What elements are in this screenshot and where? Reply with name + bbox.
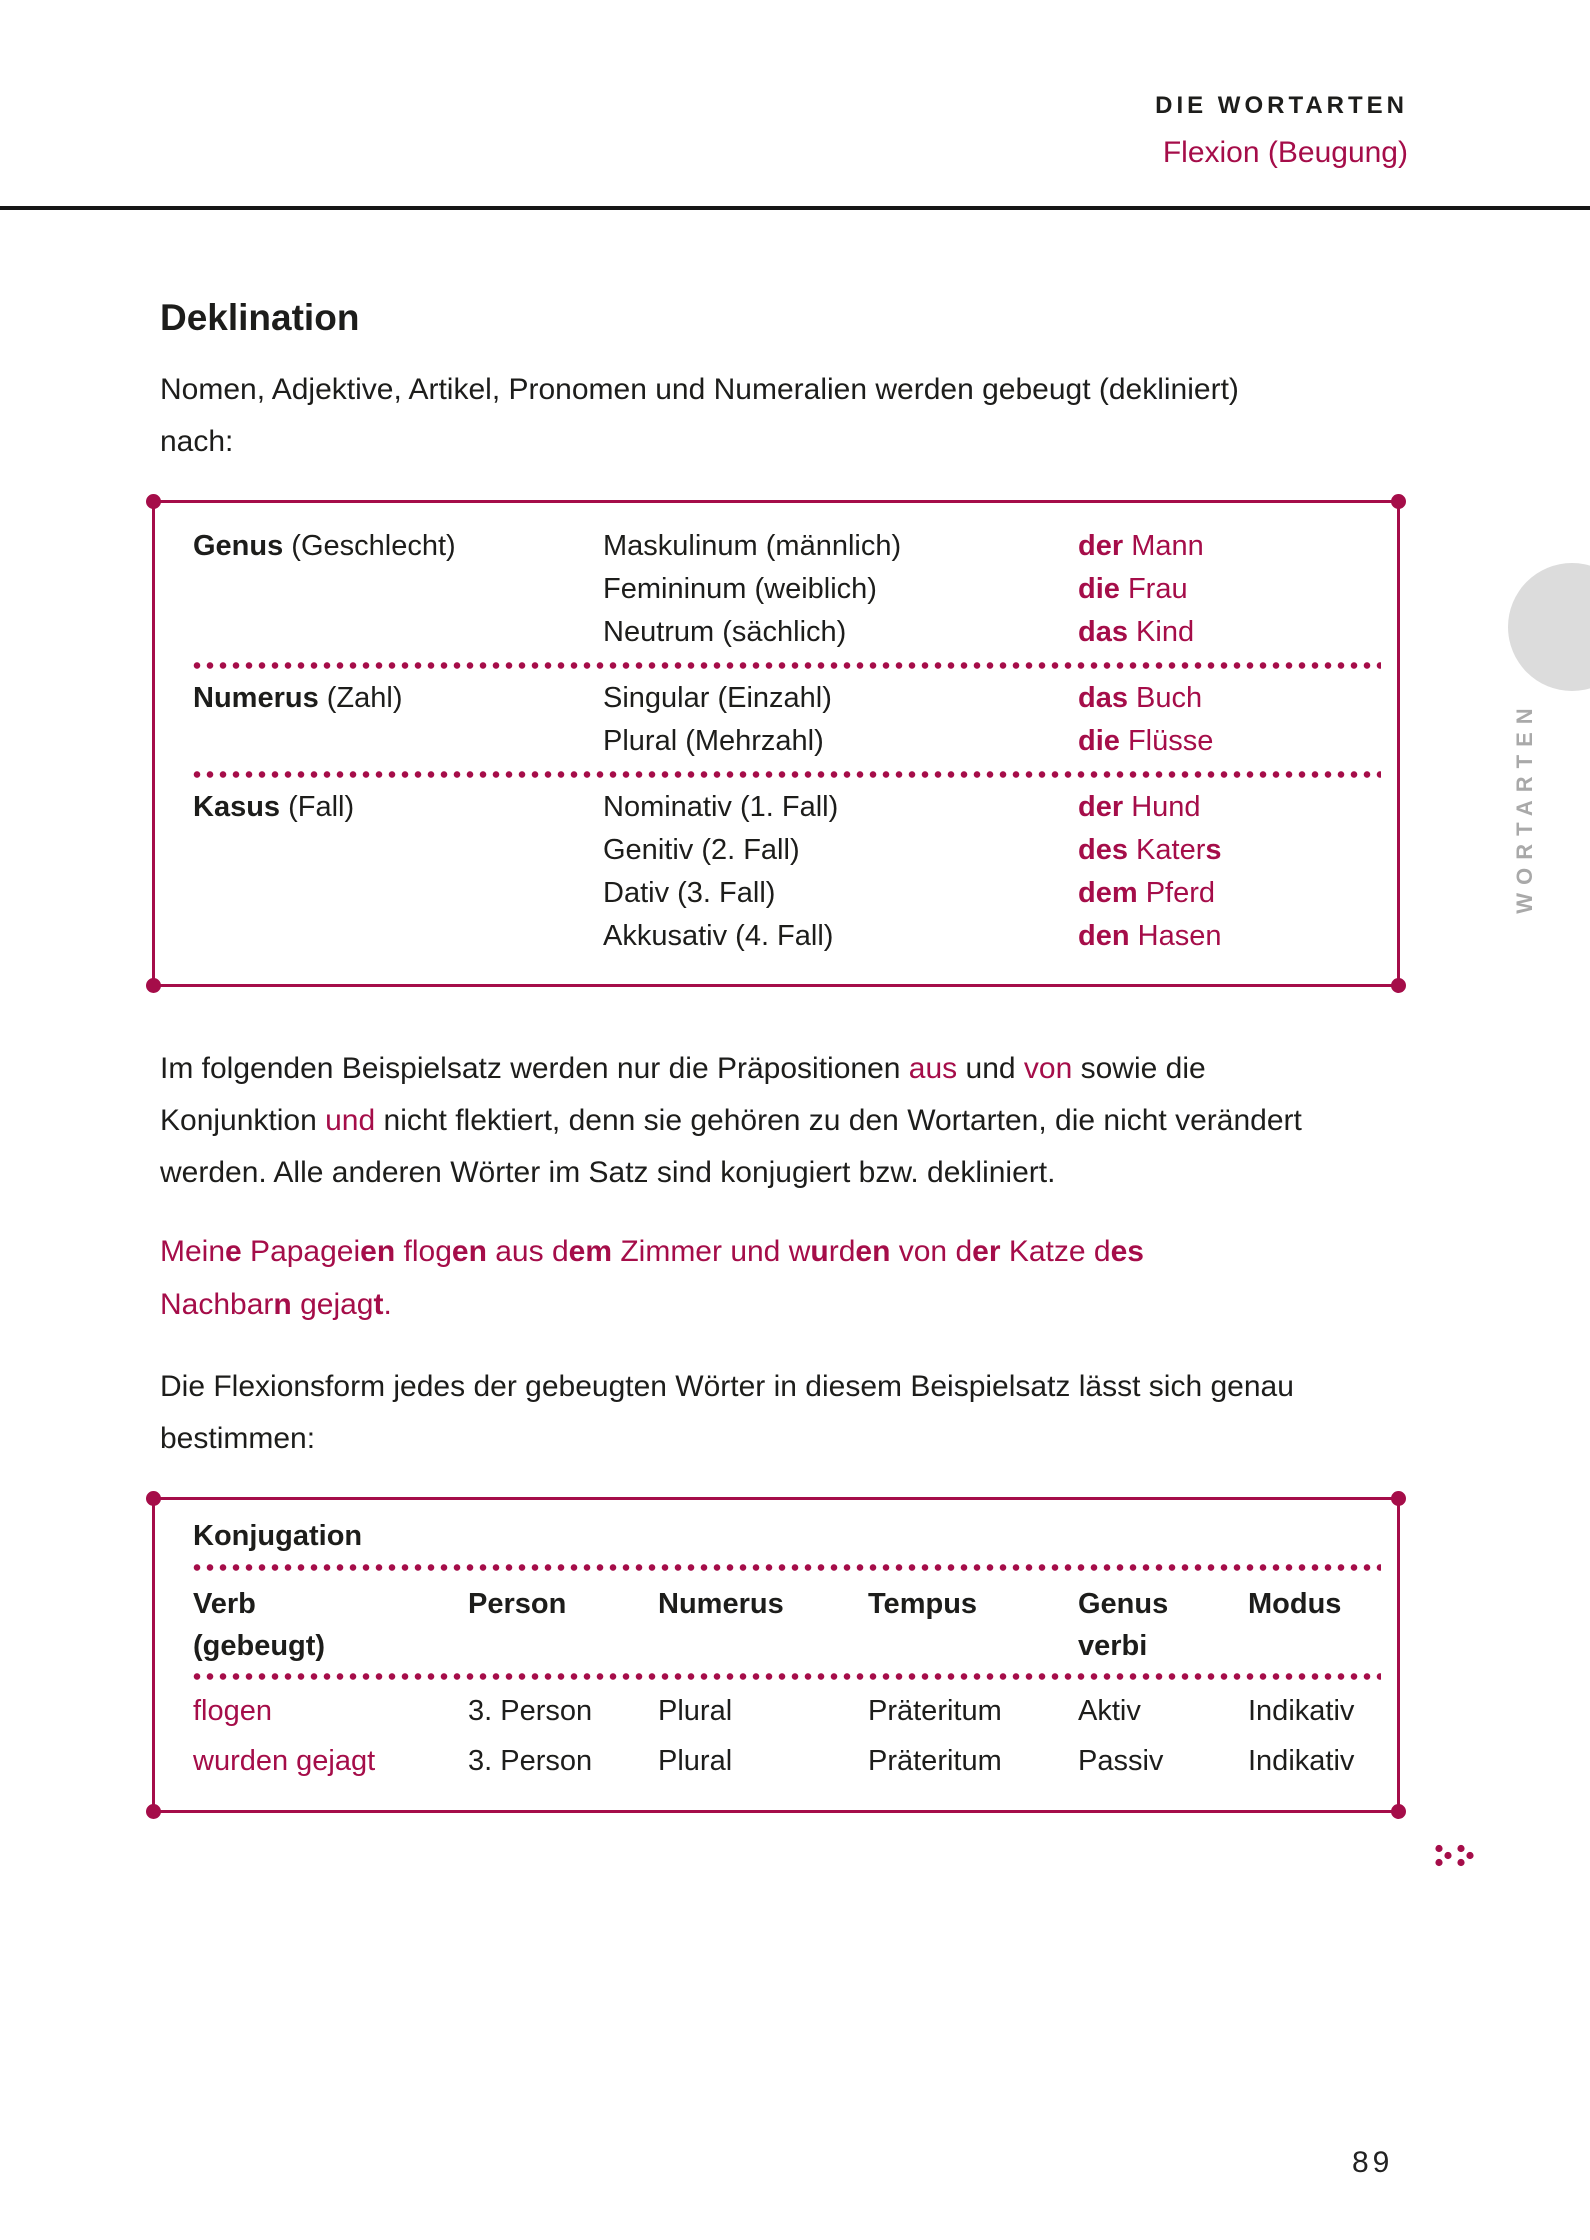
column-header: Numerus [658,1588,784,1620]
dotted-separator [193,1564,1381,1571]
conjugation-box [152,1497,1400,1813]
example-cell: das Kind [1078,616,1195,648]
form-cell: Maskulinum (männlich) [603,530,902,562]
form-cell: Neutrum (sächlich) [603,616,847,648]
form-cell: Singular (Einzahl) [603,682,832,714]
form-cell: Plural (Mehrzahl) [603,725,824,757]
intro-paragraph: Nomen, Adjektive, Artikel, Pronomen und Numeralien werden gebeugt (dekliniert) nach: [160,373,1239,458]
example-cell: des Katers [1078,834,1222,866]
corner-dot-icon [1391,978,1406,993]
conjugation-table-title: Konjugation [193,1520,363,1552]
example-cell: die Frau [1078,573,1188,605]
value-cell: Aktiv [1078,1695,1141,1727]
verb-cell: flogen [193,1695,273,1727]
category-cell [193,611,603,654]
form-cell: Dativ (3. Fall) [603,877,776,909]
conjugation-table [193,1577,1397,1786]
example-cell: das Buch [1078,682,1203,714]
page-title: Deklination [160,297,360,338]
declension-box [152,500,1400,987]
continuation-icon [1434,1844,1478,1867]
column-header: Person [468,1588,567,1620]
header-rule [0,206,1590,210]
category-cell: Numerus (Zahl) [193,682,403,714]
category-cell [193,720,603,763]
dotted-separator [193,662,1381,669]
chapter-tab-label: WORTARTEN [1512,700,1537,914]
corner-dot-icon [1391,1804,1406,1819]
category-cell: Genus (Geschlecht) [193,530,456,562]
column-header: Tempus [868,1588,978,1620]
declension-table [193,525,1397,958]
dotted-separator [193,1673,1381,1680]
corner-dot-icon [146,978,161,993]
page-number: 89 [1352,2146,1394,2179]
corner-dot-icon [1391,1491,1406,1506]
value-cell: 3. Person [468,1745,593,1777]
corner-dot-icon [1391,494,1406,509]
value-cell: Präteritum [868,1745,1002,1777]
value-cell: Indikativ [1248,1745,1355,1777]
value-cell: Plural [658,1745,733,1777]
column-header: Genus verbi [1078,1588,1169,1662]
value-cell: 3. Person [468,1695,593,1727]
category-cell [193,568,603,611]
value-cell: Passiv [1078,1745,1164,1777]
corner-dot-icon [146,1491,161,1506]
category-cell [193,915,603,958]
example-cell: der Mann [1078,530,1204,562]
category-cell: Kasus (Fall) [193,791,355,823]
column-header: Modus [1248,1588,1342,1620]
value-cell: Präteritum [868,1695,1002,1727]
corner-dot-icon [146,494,161,509]
page-header [1155,92,1408,170]
explanation-paragraph: Im folgenden Beispielsatz werden nur die Präpositionen aus und von sowie die Konjunktion und nicht flektiert, denn sie gehören zu den Wortarten, die nicht verändert werden. Alle anderen Wörter im Satz sind konjugiert bzw. dekliniert. [160,1052,1302,1189]
form-cell: Femininum (weiblich) [603,573,877,605]
flexion-note-paragraph: Die Flexionsform jedes der gebeugten Wörter in diesem Beispielsatz lässt sich genau bestimmen: [160,1370,1294,1455]
verb-cell: wurden gejagt [193,1745,376,1777]
form-cell: Akkusativ (4. Fall) [603,920,834,952]
form-cell: Genitiv (2. Fall) [603,834,800,866]
main-content [160,296,1410,1813]
example-cell: dem Pferd [1078,877,1216,909]
category-cell [193,872,603,915]
example-cell: den Hasen [1078,920,1222,952]
column-header: Verb (gebeugt) [193,1588,326,1662]
value-cell: Indikativ [1248,1695,1355,1727]
category-cell [193,829,603,872]
corner-dot-icon [146,1804,161,1819]
example-sentence: Meine Papageien flogen aus dem Zimmer und wurden von der Katze des Nachbarn gejagt. [160,1235,1144,1321]
dotted-separator [193,771,1381,778]
section-subtitle: Flexion (Beugung) [1162,136,1408,169]
example-cell: der Hund [1078,791,1201,823]
example-cell: die Flüsse [1078,725,1214,757]
value-cell: Plural [658,1695,733,1727]
decorative-circle [1508,563,1590,691]
form-cell: Nominativ (1. Fall) [603,791,839,823]
chapter-title: DIE WORTARTEN [1155,92,1408,119]
